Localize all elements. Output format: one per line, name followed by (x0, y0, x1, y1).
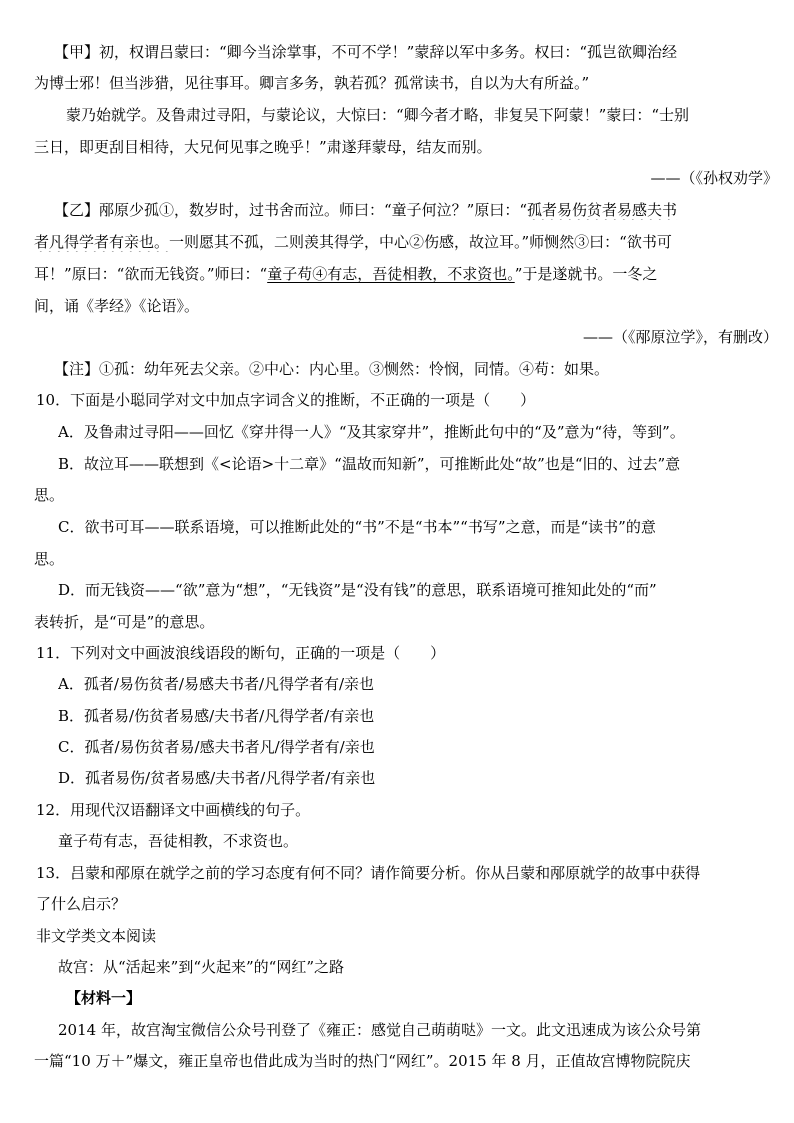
question-12-stem: 12．用现代汉语翻译文中画横线的句子。 (36, 801, 311, 819)
question-10-option-d: D．而无钱资——“欲”意为“想”，“无钱资”是“没有钱”的意思，联系语境可推知此处的“而” (58, 581, 657, 599)
passage-yi-text: 一则愿其不孤，二则羡其得学，中心②伤感，故泣耳。”师恻然③曰：“欲书可 (169, 233, 672, 251)
passage-yi-line-3 (34, 264, 776, 284)
material-paragraph-line-2: 一篇“10 万＋”爆文，雍正皇帝也借此成为当时的热门“网红”。2015 年 8 月，正值故宫博物院院庆 (34, 1052, 691, 1070)
material-label: 【材料一】 (66, 989, 142, 1007)
wavy-underlined-text: 者凡得学者有亲也。 (34, 233, 170, 251)
question-13-stem: 13．吕蒙和邴原在就学之前的学习态度有何不同？请作简要分析。你从吕蒙和邴原就学的故事中获得 (36, 864, 701, 882)
passage-yi-line-2 (34, 232, 776, 252)
passage-yi-source: ——（《邴原泣学》，有删改） (582, 328, 778, 346)
passage-yi-text: 【乙】邴原少孤①，数岁时，过书舍而泣。师曰：“童子何泣？”原曰：“ (54, 201, 528, 219)
question-11-option-c: C．孤者/易伤贫者易/感夫书者凡/得学者有/亲也 (58, 738, 375, 756)
passage-jia-line-4: 三日，即更刮目相待，大兄何见事之晚乎！”肃遂拜蒙母，结友而别。 (34, 138, 492, 156)
question-10-stem: 10．下面是小聪同学对文中加点字词含义的推断，不正确的一项是（ ） (36, 391, 536, 409)
passage-jia-line-2: 为博士邪！但当涉猎，见往事耳。卿言多务，孰若孤？孤常读书，自以为大有所益。” (34, 74, 590, 92)
passage-yi-text: ”于是遂就书。一冬之 (514, 265, 658, 283)
question-11-option-a: A．孤者/易伤贫者/易感夫书者/凡得学者有/亲也 (58, 675, 375, 693)
question-10-option-d-cont: 表转折，是“可是”的意思。 (34, 613, 215, 631)
question-11-stem: 11．下列对文中画波浪线语段的断句，正确的一项是（ ） (36, 644, 446, 662)
question-11-option-d: D．孤者易伤/贫者易感/夫书者/凡得学者/有亲也 (58, 769, 376, 787)
passage-jia-source: ——（《孙权劝学》 (650, 169, 778, 187)
notes: 【注】①孤：幼年死去父亲。②中心：内心里。③恻然：怜悯，同情。④苟：如果。 (54, 360, 610, 378)
material-paragraph-line-1: 2014 年，故宫淘宝微信公众号刊登了《雍正：感觉自己萌萌哒》一文。此文迅速成为该公众号第 (58, 1021, 701, 1039)
wavy-underlined-text: 孤者易伤贫者易感夫书 (527, 201, 678, 219)
question-10-option-a: A．及鲁肃过寻阳——回忆《穿井得一人》“及其家穿井”，推断此句中的“及”意为“待，等到”。 (58, 423, 685, 441)
question-10-option-c-cont: 思。 (34, 550, 65, 568)
passage-jia-line-1: 【甲】初，权谓吕蒙曰：“卿今当涂掌事，不可不学！”蒙辞以军中多务。权曰：“孤岂欲卿治经 (54, 43, 678, 61)
section-title: 故宫：从“活起来”到“火起来”的“网红”之路 (58, 958, 345, 976)
passage-jia-line-3: 蒙乃始就学。及鲁肃过寻阳，与蒙论议，大惊曰：“卿今者才略，非复吴下阿蒙！”蒙曰：“士别 (66, 106, 690, 124)
question-10-option-c: C．欲书可耳——联系语境，可以推断此处的“书”不是“书本”“书写”之意，而是“读书”的意 (58, 518, 656, 536)
question-12-sentence: 童子苟有志，吾徒相教，不求资也。 (58, 832, 299, 850)
question-10-option-b: B．故泣耳——联想到《<论语>十二章》“温故而知新”，可推断此处“故”也是“旧的、过去”意 (58, 455, 681, 473)
passage-yi-line-1 (54, 200, 776, 220)
passage-yi-line-4: 间，诵《孝经》《论语》。 (34, 297, 200, 315)
question-10-option-b-cont: 思。 (34, 486, 65, 504)
section-heading: 非文学类文本阅读 (36, 927, 157, 945)
passage-yi-text: 耳！”原曰：“欲而无钱资。”师曰：“ (34, 265, 268, 283)
question-13-stem-cont: 了什么启示？ (36, 895, 127, 913)
underlined-sentence: 童子苟④有志，吾徒相教，不求资也。 (267, 265, 515, 283)
question-11-option-b: B．孤者易/伤贫者易感/夫书者/凡得学者/有亲也 (58, 707, 375, 725)
